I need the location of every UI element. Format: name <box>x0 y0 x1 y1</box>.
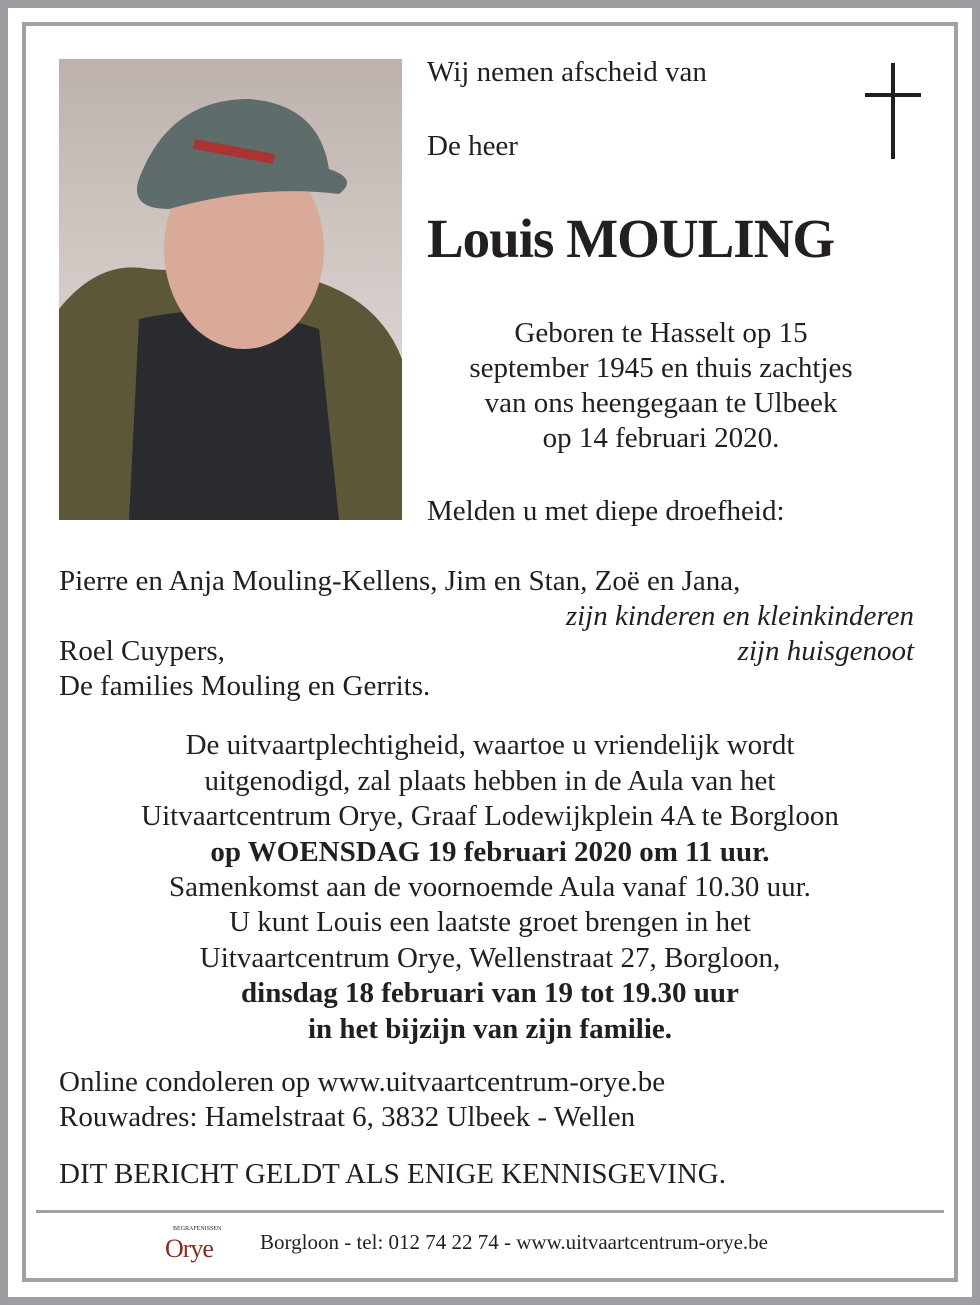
orye-logo <box>165 1226 235 1264</box>
logo-text: Orye <box>165 1234 213 1263</box>
logo-subtitle: BEGRAFENISSEN <box>173 1226 222 1232</box>
cross-icon <box>865 63 921 159</box>
title-text: De heer <box>427 130 518 162</box>
family-relation: zijn kinderen en kleinkinderen <box>565 600 914 632</box>
ceremony-line: in het bijzijn van zijn familie. <box>307 1013 673 1045</box>
ceremony-line: uitgenodigd, zal plaats hebben in de Aula van het <box>204 765 776 797</box>
ceremony-line: Samenkomst aan de voornoemde Aula vanaf 10.30 uur. <box>169 871 811 903</box>
intro-text: Wij nemen afscheid van <box>427 56 707 88</box>
footer-divider <box>36 1210 944 1213</box>
birth-line: september 1945 en thuis zachtjes <box>469 352 853 384</box>
birth-line: op 14 februari 2020. <box>542 422 780 454</box>
ceremony-line: De uitvaartplechtigheid, waartoe u vriendelijk wordt <box>185 729 795 761</box>
deceased-name: Louis MOULING <box>427 208 835 269</box>
family-names: De families Mouling en Gerrits. <box>59 670 431 702</box>
ceremony-line: U kunt Louis een laatste groet brengen in het <box>229 906 751 938</box>
birth-line: van ons heengegaan te Ulbeek <box>484 387 838 419</box>
notice-text: DIT BERICHT GELDT ALS ENIGE KENNISGEVING. <box>59 1158 726 1190</box>
ceremony-line: op WOENSDAG 19 februari 2020 om 11 uur. <box>210 836 770 868</box>
announce-text: Melden u met diepe droefheid: <box>427 495 785 527</box>
family-relation: zijn huisgenoot <box>737 635 914 667</box>
mourning-address: Rouwadres: Hamelstraat 6, 3832 Ulbeek - Wellen <box>59 1101 636 1133</box>
portrait-photo <box>59 59 402 520</box>
ceremony-line: dinsdag 18 februari van 19 tot 19.30 uur <box>241 977 739 1009</box>
family-names: Roel Cuypers, <box>59 635 225 667</box>
birth-line: Geboren te Hasselt op 15 <box>514 317 808 349</box>
online-condolence: Online condoleren op www.uitvaartcentrum-orye.be <box>59 1066 666 1098</box>
ceremony-line: Uitvaartcentrum Orye, Wellenstraat 27, Borgloon, <box>199 942 781 974</box>
ceremony-line: Uitvaartcentrum Orye, Graaf Lodewijkplein 4A te Borgloon <box>141 800 839 832</box>
family-names: Pierre en Anja Mouling-Kellens, Jim en Stan, Zoë en Jana, <box>59 565 741 597</box>
footer-contact: Borgloon - tel: 012 74 22 74 - www.uitvaartcentrum-orye.be <box>260 1230 768 1254</box>
